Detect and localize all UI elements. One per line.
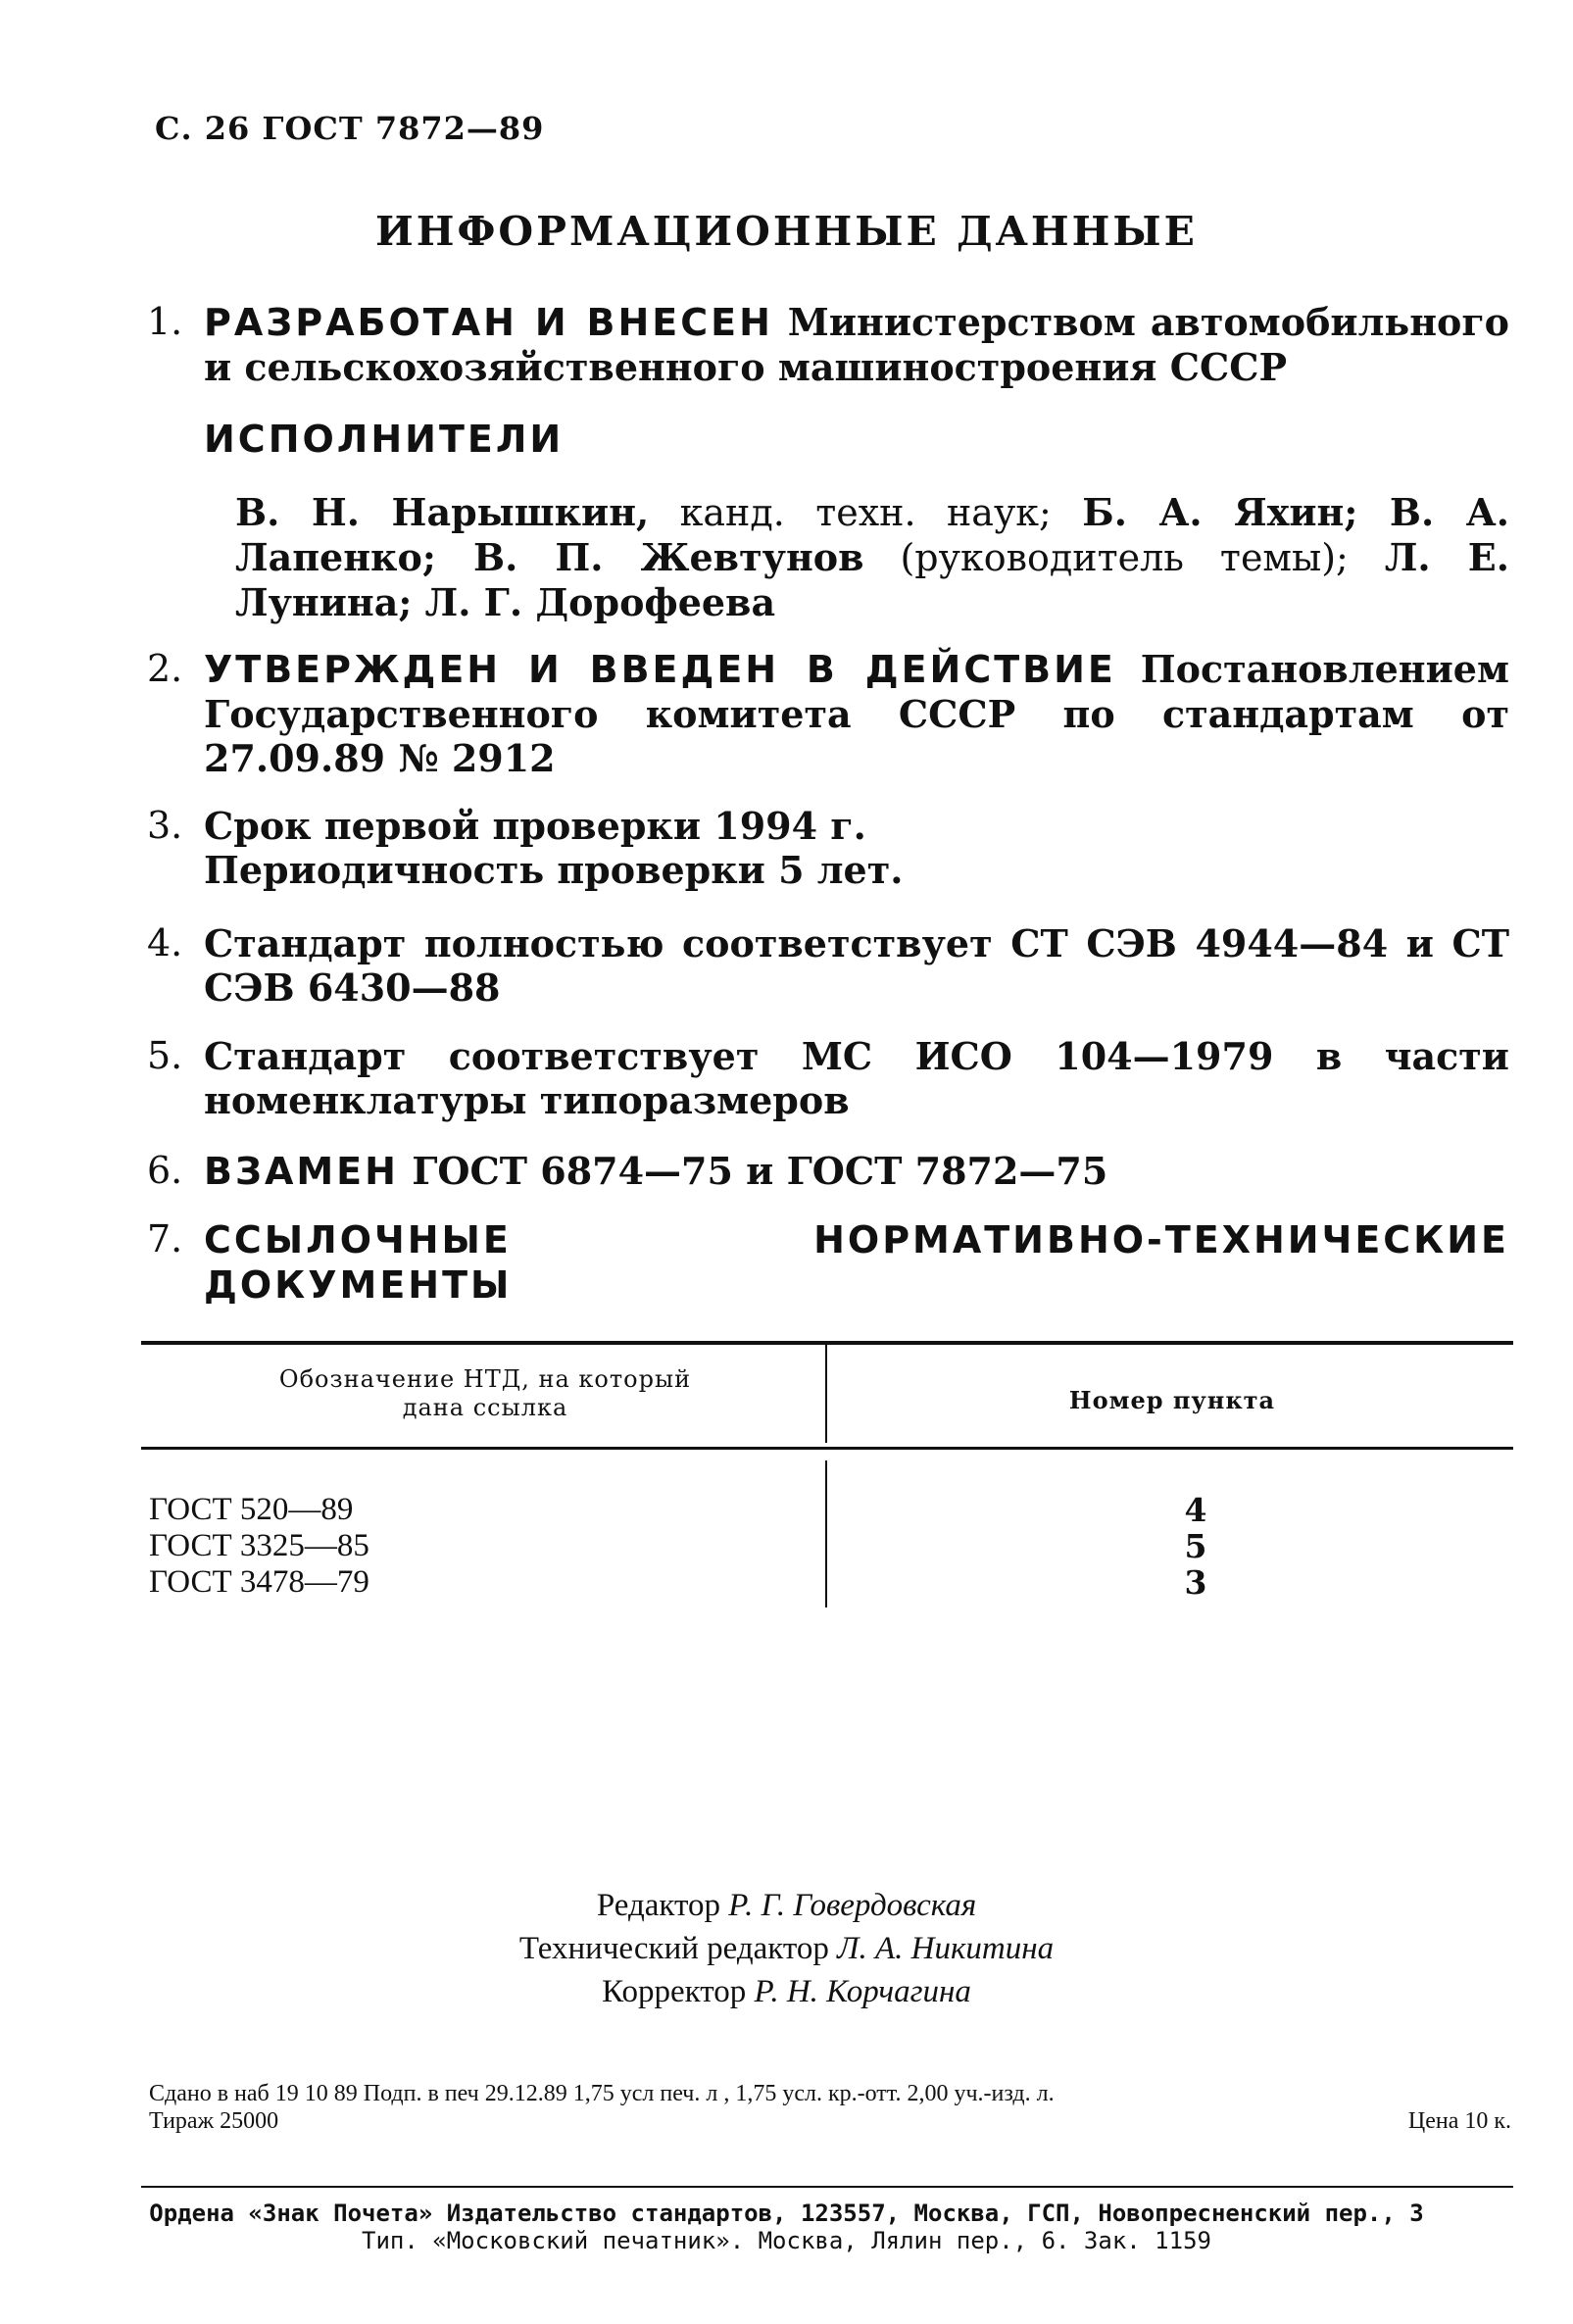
page-title: ИНФОРМАЦИОННЫЕ ДАННЫЕ xyxy=(375,208,1198,255)
performer-name: В. Н. Нарышкин, xyxy=(235,490,650,534)
item-text: ГОСТ 6874—75 и ГОСТ 7872—75 xyxy=(412,1149,1108,1193)
table-body-divider xyxy=(825,1460,827,1607)
info-item-1 xyxy=(147,300,1509,389)
item-caps: РАЗРАБОТАН И ВНЕСЕН xyxy=(204,301,773,344)
tech-editor-line xyxy=(0,1927,1573,1970)
table-cell-item: 3 xyxy=(1184,1563,1207,1602)
footer-printer: Тип. «Московский печатник». Москва, Лялин пер., 6. Зак. 1159 xyxy=(362,2227,1211,2254)
table-cell-item: 5 xyxy=(1184,1527,1207,1565)
item-number: 1. xyxy=(147,300,183,343)
price: Цена 10 к. xyxy=(1407,2108,1511,2134)
header-line: Обозначение НТД, на который xyxy=(278,1365,692,1393)
table-header-item-number: Номер пункта xyxy=(1068,1386,1276,1414)
table-header-divider xyxy=(825,1345,827,1443)
page-header: С. 26 ГОСТ 7872—89 xyxy=(155,110,545,147)
table-item-column xyxy=(1156,1492,1235,1601)
info-item-5 xyxy=(147,1034,1509,1122)
table-cell-doc: ГОСТ 520—89 xyxy=(149,1492,354,1527)
item-text: Стандарт соответствует МС ИСО 104—1979 в части номенклатуры типоразмеров xyxy=(204,1034,1509,1122)
performer-note: (руководитель темы); xyxy=(900,536,1349,579)
info-item-6 xyxy=(147,1149,1509,1194)
publication-line-2 xyxy=(149,2107,1511,2135)
credit-name: Л. А. Никитина xyxy=(837,1931,1055,1966)
item-text: Срок первой проверки 1994 г. xyxy=(204,804,866,848)
credit-name: Р. Н. Корчагина xyxy=(754,1974,971,2009)
item-text: Стандарт полностью соответствует СТ СЭВ 4944—84 и СТ СЭВ 6430—88 xyxy=(204,921,1509,1010)
table-header-rule xyxy=(141,1447,1513,1450)
item-caps: ВЗАМЕН xyxy=(204,1150,399,1193)
item-text-2: Периодичность проверки 5 лет. xyxy=(204,848,904,892)
credit-label: Корректор xyxy=(602,1974,747,2009)
performers-list xyxy=(235,490,1509,625)
credit-label: Технический редактор xyxy=(518,1931,829,1966)
footer-publisher: Ордена «Знак Почета» Издательство стандартов, 123557, Москва, ГСП, Новопресненский пер., 3 xyxy=(149,2200,1424,2227)
credits-block xyxy=(0,1884,1573,2013)
table-cell-doc: ГОСТ 3325—85 xyxy=(149,1528,369,1563)
credit-label: Редактор xyxy=(596,1888,720,1923)
table-top-rule xyxy=(141,1341,1513,1345)
item-caps: УТВЕРЖДЕН И ВВЕДЕН В ДЕЙСТВИЕ xyxy=(204,648,1116,691)
item-number: 2. xyxy=(147,647,183,690)
item-number: 4. xyxy=(147,921,183,964)
table-cell-doc: ГОСТ 3478—79 xyxy=(149,1564,369,1600)
info-item-3 xyxy=(147,804,1509,892)
item-caps: ССЫЛОЧНЫЕ НОРМАТИВНО-ТЕХНИЧЕСКИЕ ДОКУМЕНТЫ xyxy=(204,1218,1509,1307)
item-number: 5. xyxy=(147,1034,183,1077)
table-doc-column xyxy=(149,1492,369,1601)
item-number: 6. xyxy=(147,1149,183,1192)
performer-name: Б. А. Яхин; В. А. Лапенко; В. П. Жевтунов xyxy=(235,490,1509,579)
footer-rule xyxy=(141,2186,1513,2188)
table-header-designation xyxy=(147,1365,823,1422)
performer-title: канд. техн. наук; xyxy=(679,491,1052,534)
print-run: Тираж 25000 xyxy=(149,2108,279,2134)
info-item-4 xyxy=(147,921,1509,1010)
header-line: дана ссылка xyxy=(402,1394,568,1421)
editor-line xyxy=(0,1884,1573,1927)
item-number: 3. xyxy=(147,804,183,847)
performers-label: ИСПОЛНИТЕЛИ xyxy=(204,418,565,461)
info-item-7 xyxy=(147,1217,1509,1308)
item-text: Министерством автомобильного и сельскохозяйственного машиностроения СССР xyxy=(204,300,1509,389)
item-text: Постановлением Государственного комитета СССР по стандартам от 27.09.89 № 2912 xyxy=(204,647,1509,780)
item-number: 7. xyxy=(147,1217,183,1261)
table-cell-item: 4 xyxy=(1184,1491,1207,1529)
performer-name: Л. Е. Лунина; Л. Г. Дорофеева xyxy=(235,535,1509,624)
info-item-2 xyxy=(147,647,1509,780)
publication-line-1: Сдано в наб 19 10 89 Подп. в печ 29.12.89 1,75 усл печ. л , 1,75 усл. кр.-отт. 2,00 уч.-изд. л. xyxy=(149,2081,1055,2106)
credit-name: Р. Г. Говердовская xyxy=(728,1888,977,1923)
corrector-line xyxy=(0,1970,1573,2013)
